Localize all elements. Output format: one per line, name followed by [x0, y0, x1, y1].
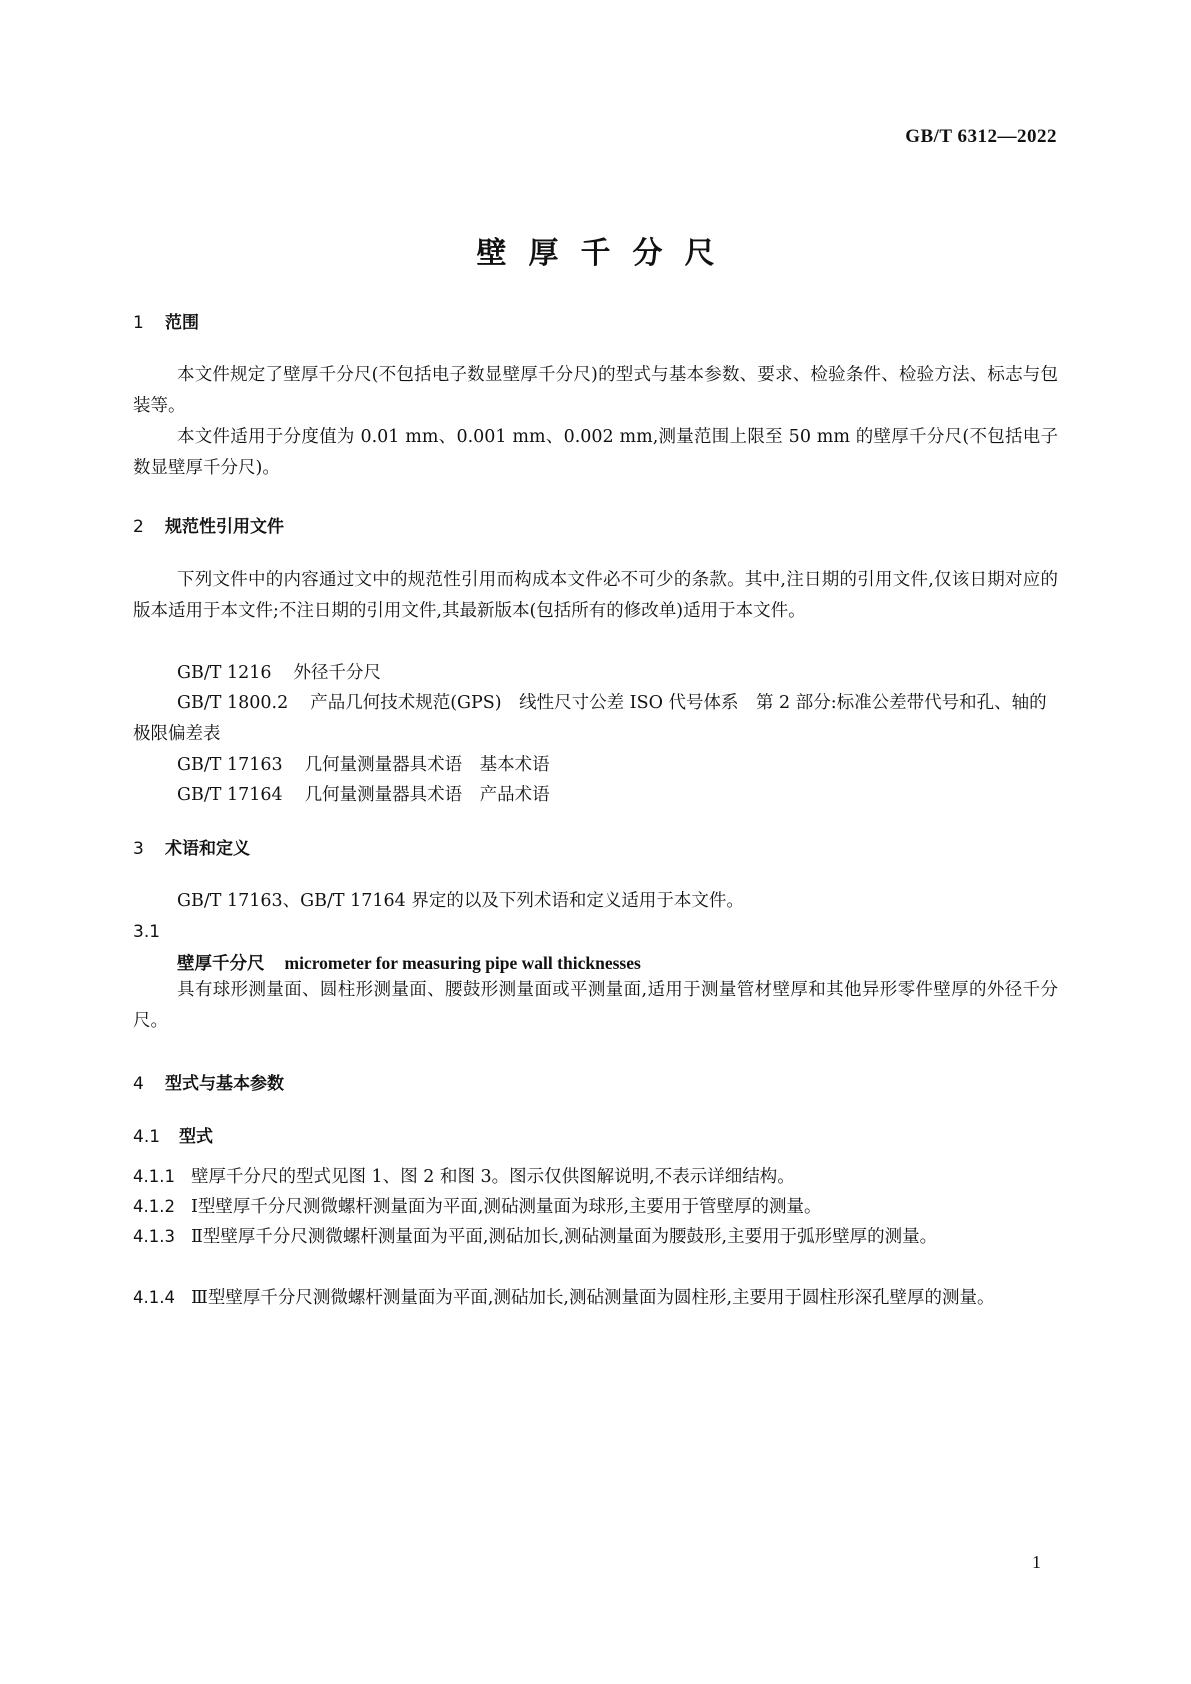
reference-code: GB/T 17163: [177, 755, 283, 775]
term-en: micrometer for measuring pipe wall thicknesses: [284, 953, 641, 973]
term-zh: 壁厚千分尺: [177, 954, 265, 974]
clause-number: 4.1.1: [133, 1167, 175, 1186]
clause-number: 4.1.4: [133, 1288, 175, 1307]
reference-code: GB/T 17164: [177, 785, 283, 805]
section-number: 3: [133, 839, 144, 859]
section-number: 2: [133, 517, 144, 537]
clause-text: Ⅰ型壁厚千分尺测微螺杆测量面为平面,测砧测量面为球形,主要用于管壁厚的测量。: [191, 1197, 822, 1217]
section-number: 4: [133, 1074, 144, 1094]
reference-code: GB/T 1216: [177, 663, 272, 683]
page-number: 1: [1032, 1552, 1041, 1572]
section-3-heading: [133, 834, 250, 859]
clause-number: 4.1.2: [133, 1197, 175, 1216]
reference-title: 产品几何技术规范(GPS) 线性尺寸公差 ISO 代号体系 第 2 部分:标准公差带代号和孔、轴的极限偏差表: [133, 693, 1047, 744]
section-title: 型式与基本参数: [165, 1074, 284, 1094]
section-title: 规范性引用文件: [165, 517, 284, 537]
reference-item: [133, 688, 1058, 750]
reference-code: GB/T 1800.2: [177, 693, 289, 713]
reference-title: 几何量测量器具术语 产品术语: [304, 785, 550, 805]
subsection-number: 4.1: [133, 1127, 161, 1147]
scope-paragraph-2: 本文件适用于分度值为 0.01 mm、0.001 mm、0.002 mm,测量范围上限至 50 mm 的壁厚千分尺(不包括电子数显壁厚千分尺)。: [133, 427, 1058, 478]
section-title: 范围: [165, 313, 199, 333]
section-title: 术语和定义: [165, 839, 250, 859]
reference-title: 几何量测量器具术语 基本术语: [304, 755, 550, 775]
section-number: 1: [133, 313, 144, 333]
subsection-title: 型式: [179, 1127, 213, 1147]
section-2-heading: [133, 512, 284, 537]
clause-number: 4.1.3: [133, 1227, 175, 1246]
term-number: 3.1: [133, 922, 161, 942]
section-4-heading: [133, 1069, 284, 1094]
clause-item: [133, 1161, 1058, 1193]
clause-item: [133, 1282, 1058, 1314]
standard-number: GB/T 6312—2022: [905, 126, 1057, 147]
references-intro: 下列文件中的内容通过文中的规范性引用而构成本文件必不可少的条款。其中,注日期的引用文件,仅该日期对应的版本适用于本文件;不注日期的引用文件,其最新版本(包括所有的修改单)适用于本文件。: [133, 570, 1058, 621]
term-definition: 具有球形测量面、圆柱形测量面、腰鼓形测量面或平测量面,适用于测量管材壁厚和其他异形零件壁厚的外径千分尺。: [133, 980, 1058, 1031]
scope-paragraph-1: 本文件规定了壁厚千分尺(不包括电子数显壁厚千分尺)的型式与基本参数、要求、检验条件、检验方法、标志与包装等。: [133, 365, 1058, 416]
clause-text: 壁厚千分尺的型式见图 1、图 2 和图 3。图示仅供图解说明,不表示详细结构。: [191, 1167, 795, 1187]
clause-text: Ⅱ型壁厚千分尺测微螺杆测量面为平面,测砧加长,测砧测量面为腰鼓形,主要用于弧形壁厚的测量。: [191, 1227, 938, 1247]
clause-item: [133, 1191, 1058, 1223]
document-title: 壁厚千分尺: [476, 236, 737, 271]
reference-title: 外径千分尺: [293, 663, 382, 683]
section-1-heading: [133, 308, 199, 333]
reference-item: [133, 658, 1058, 689]
terms-intro: GB/T 17163、GB/T 17164 界定的以及下列术语和定义适用于本文件。: [177, 891, 744, 911]
clause-item: [133, 1221, 1058, 1253]
term-entry: [177, 950, 641, 975]
reference-item: [133, 750, 1058, 781]
reference-item: [133, 780, 1058, 811]
subsection-4-1-heading: [133, 1122, 213, 1147]
clause-text: Ⅲ型壁厚千分尺测微螺杆测量面为平面,测砧加长,测砧测量面为圆柱形,主要用于圆柱形深孔壁厚的测量。: [191, 1288, 995, 1308]
